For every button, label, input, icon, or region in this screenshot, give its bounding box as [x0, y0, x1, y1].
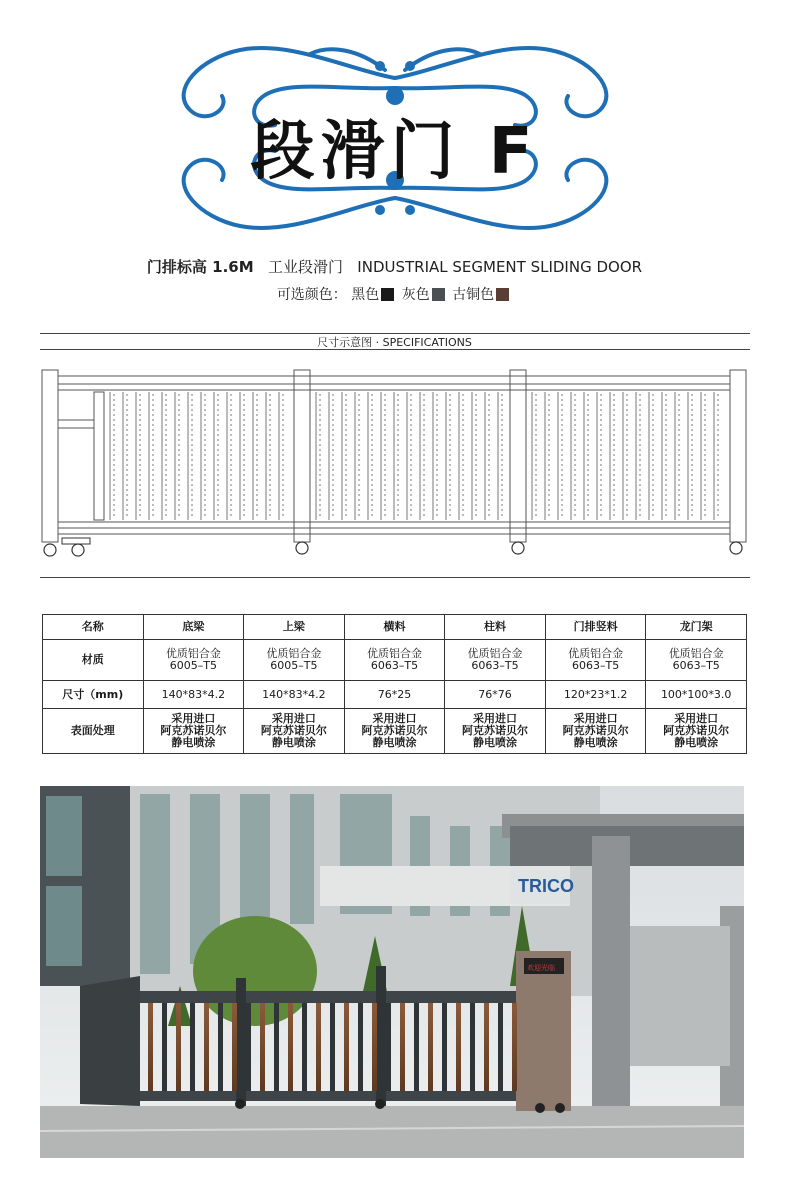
- row-label-size: 尺寸（mm): [43, 681, 144, 709]
- table-cell: 采用进口 阿克苏诺贝尔 静电喷涂: [244, 709, 345, 754]
- color-options: [0, 284, 789, 304]
- page-title: 段滑门 F: [250, 115, 539, 189]
- table-header-cell: 龙门架: [646, 615, 747, 640]
- table-header-cell: 名称: [43, 615, 144, 640]
- cn-product-name: 工业段滑门: [267, 258, 343, 276]
- divider-middle: [40, 349, 750, 350]
- table-cell: 采用进口 阿克苏诺贝尔 静电喷涂: [143, 709, 244, 754]
- table-header-row: [43, 615, 747, 640]
- swatch-bronze: [496, 288, 509, 301]
- table-row-finish: [43, 709, 747, 754]
- table-cell: 采用进口 阿克苏诺贝尔 静电喷涂: [545, 709, 646, 754]
- color-option-black: 黑色: [351, 287, 380, 303]
- table-cell: 优质铝合金 6063–T5: [646, 640, 747, 681]
- table-cell: 优质铝合金 6005–T5: [244, 640, 345, 681]
- table-cell: 优质铝合金 6063–T5: [344, 640, 445, 681]
- row-label-material: 材质: [43, 640, 144, 681]
- table-header-cell: 上梁: [244, 615, 345, 640]
- table-cell: 采用进口 阿克苏诺贝尔 静电喷涂: [344, 709, 445, 754]
- row-label-finish: 表面处理: [43, 709, 144, 754]
- table-header-cell: 柱料: [445, 615, 546, 640]
- table-header-cell: 横料: [344, 615, 445, 640]
- spec-section-label: 尺寸示意图 · SPECIFICATIONS: [317, 336, 472, 349]
- table-cell: 优质铝合金 6063–T5: [545, 640, 646, 681]
- table-cell: 76*76: [445, 681, 546, 709]
- table-cell: 采用进口 阿克苏诺贝尔 静电喷涂: [445, 709, 546, 754]
- spec-table: [42, 614, 747, 754]
- swatch-black: [381, 288, 394, 301]
- table-row-size: [43, 681, 747, 709]
- gate-display-text: 欢迎光临: [527, 964, 555, 972]
- table-cell: 120*23*1.2: [545, 681, 646, 709]
- table-cell: 140*83*4.2: [244, 681, 345, 709]
- color-option-bronze: 古铜色: [452, 287, 495, 303]
- table-cell: 优质铝合金 6005–T5: [143, 640, 244, 681]
- product-subtitle: [0, 256, 789, 277]
- product-photo: [40, 786, 744, 1158]
- table-cell: 采用进口 阿克苏诺贝尔 静电喷涂: [646, 709, 747, 754]
- table-cell: 优质铝合金 6063–T5: [445, 640, 546, 681]
- table-cell: 100*100*3.0: [646, 681, 747, 709]
- divider-bottom: [40, 577, 750, 578]
- table-row-material: [43, 640, 747, 681]
- en-product-name: INDUSTRIAL SEGMENT SLIDING DOOR: [357, 258, 643, 276]
- table-header-cell: 底梁: [143, 615, 244, 640]
- gate-schematic-drawing: [40, 362, 750, 562]
- swatch-gray: [432, 288, 445, 301]
- height-label: 门排标高 1.6M: [146, 258, 254, 276]
- table-header-cell: 门排竖料: [545, 615, 646, 640]
- table-cell: 76*25: [344, 681, 445, 709]
- color-option-gray: 灰色: [401, 287, 430, 303]
- color-options-label: 可选颜色：: [276, 287, 347, 303]
- building-sign: TRICO: [518, 876, 574, 896]
- table-cell: 140*83*4.2: [143, 681, 244, 709]
